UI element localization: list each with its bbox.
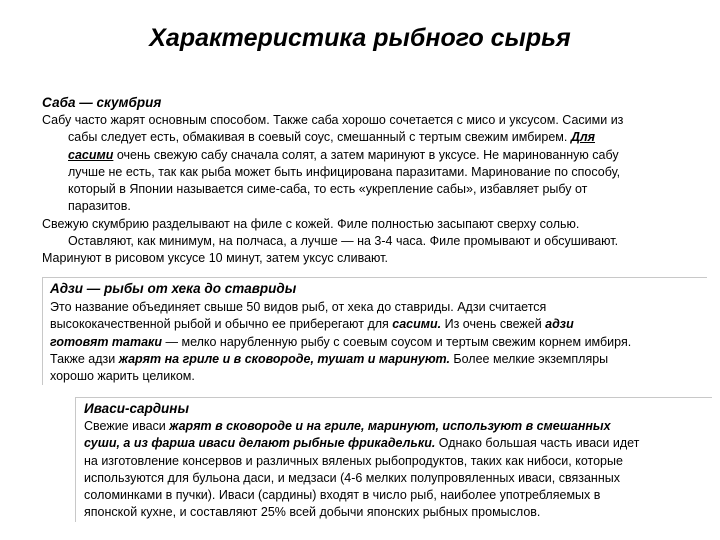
text-run: Из очень свежей: [441, 317, 546, 332]
section-adzi: [42, 277, 707, 385]
emphasis-text: готовят татаки: [50, 334, 163, 349]
text-line: лучше не есть, так как рыба может быть инфицирована паразитами. Маринование по способу,: [68, 164, 621, 179]
text-line: Оставляют, как минимум, на полчаса, а лучше — на 3-4 часа. Филе промывают и обсушивают.: [68, 234, 619, 249]
text-run: Однако большая часть иваси идет: [435, 436, 640, 451]
text-run: Также адзи: [50, 351, 119, 366]
text-line: [42, 147, 706, 164]
text-run: очень свежую сабу сначала солят, а затем маринуют в уксусе. Не маринованную сабу: [113, 147, 619, 162]
text-line: паразитов.: [68, 199, 131, 214]
text-run: высококачественной рыбой и обычно ее приберегают для: [50, 317, 393, 332]
text-run: — мелко нарубленную рыбу с соевым соусом и тертым свежим корнем имбиря.: [162, 334, 632, 349]
section-heading-iwashi: Иваси-сардины: [84, 401, 189, 416]
text-run: Более мелкие экземпляры: [449, 351, 609, 366]
emphasis-text: сасими.: [392, 317, 442, 332]
text-line: хорошо жарить целиком.: [50, 369, 195, 384]
emphasis-text: адзи: [545, 317, 574, 332]
text-run: сабы следует есть, обмакивая в соевый соус, смешанный с тертым свежим имбирем.: [68, 130, 571, 145]
section-heading-saba: Саба — скумбрия: [42, 95, 162, 110]
text-line: соломинками в пучки). Иваси (сардины) входят в число рыб, наиболее употребляемых в: [84, 488, 601, 503]
text-line: Маринуют в рисовом уксусе 10 минут, затем уксус сливают.: [42, 251, 388, 266]
section-saba: [42, 94, 706, 268]
emphasis-text: жарят на гриле и в сковороде, тушат и маринуют.: [118, 351, 450, 366]
text-line: Свежую скумбрию разделывают на филе с кожей. Филе полностью засыпают сверху солью.: [42, 216, 580, 231]
text-line: [84, 435, 712, 452]
text-line: на изготовление консервов и различных вяленых рыбопродуктов, таких как нибоси, которые: [84, 453, 623, 468]
emphasis-text: Для: [570, 130, 595, 145]
text-line: [42, 129, 706, 146]
text-line: Сабу часто жарят основным способом. Также саба хорошо сочетается с мисо и уксусом. Сасими из: [42, 113, 624, 127]
text-line: японской кухне, и составляют 25% всей добычи японских рыбных промыслов.: [84, 505, 541, 520]
text-line: [50, 334, 707, 351]
section-heading-adzi: Адзи — рыбы от хека до ставриды: [50, 281, 297, 296]
emphasis-text: суши, а из фарша иваси делают рыбные фрикадельки.: [84, 436, 436, 451]
text-line: используются для бульона даси, и медзаси (4-6 мелких полупровяленных иваси, связанных: [84, 470, 620, 485]
text-line: [50, 351, 707, 368]
emphasis-text: жарят в сковороде и на гриле, маринуют, используют в смешанных: [169, 419, 611, 433]
text-line: который в Японии называется симе-саба, то есть «укрепление сабы», избавляет рыбу от: [68, 182, 588, 197]
page-title: Характеристика рыбного сырья: [149, 24, 571, 52]
emphasis-text: сасими: [68, 147, 114, 162]
section-iwashi: [75, 397, 712, 522]
text-line: [50, 316, 707, 333]
text-line: Это название объединяет свыше 50 видов рыб, от хека до ставриды. Адзи считается: [50, 300, 547, 314]
text-run: Свежие иваси: [84, 419, 170, 433]
text-line: [84, 418, 712, 435]
